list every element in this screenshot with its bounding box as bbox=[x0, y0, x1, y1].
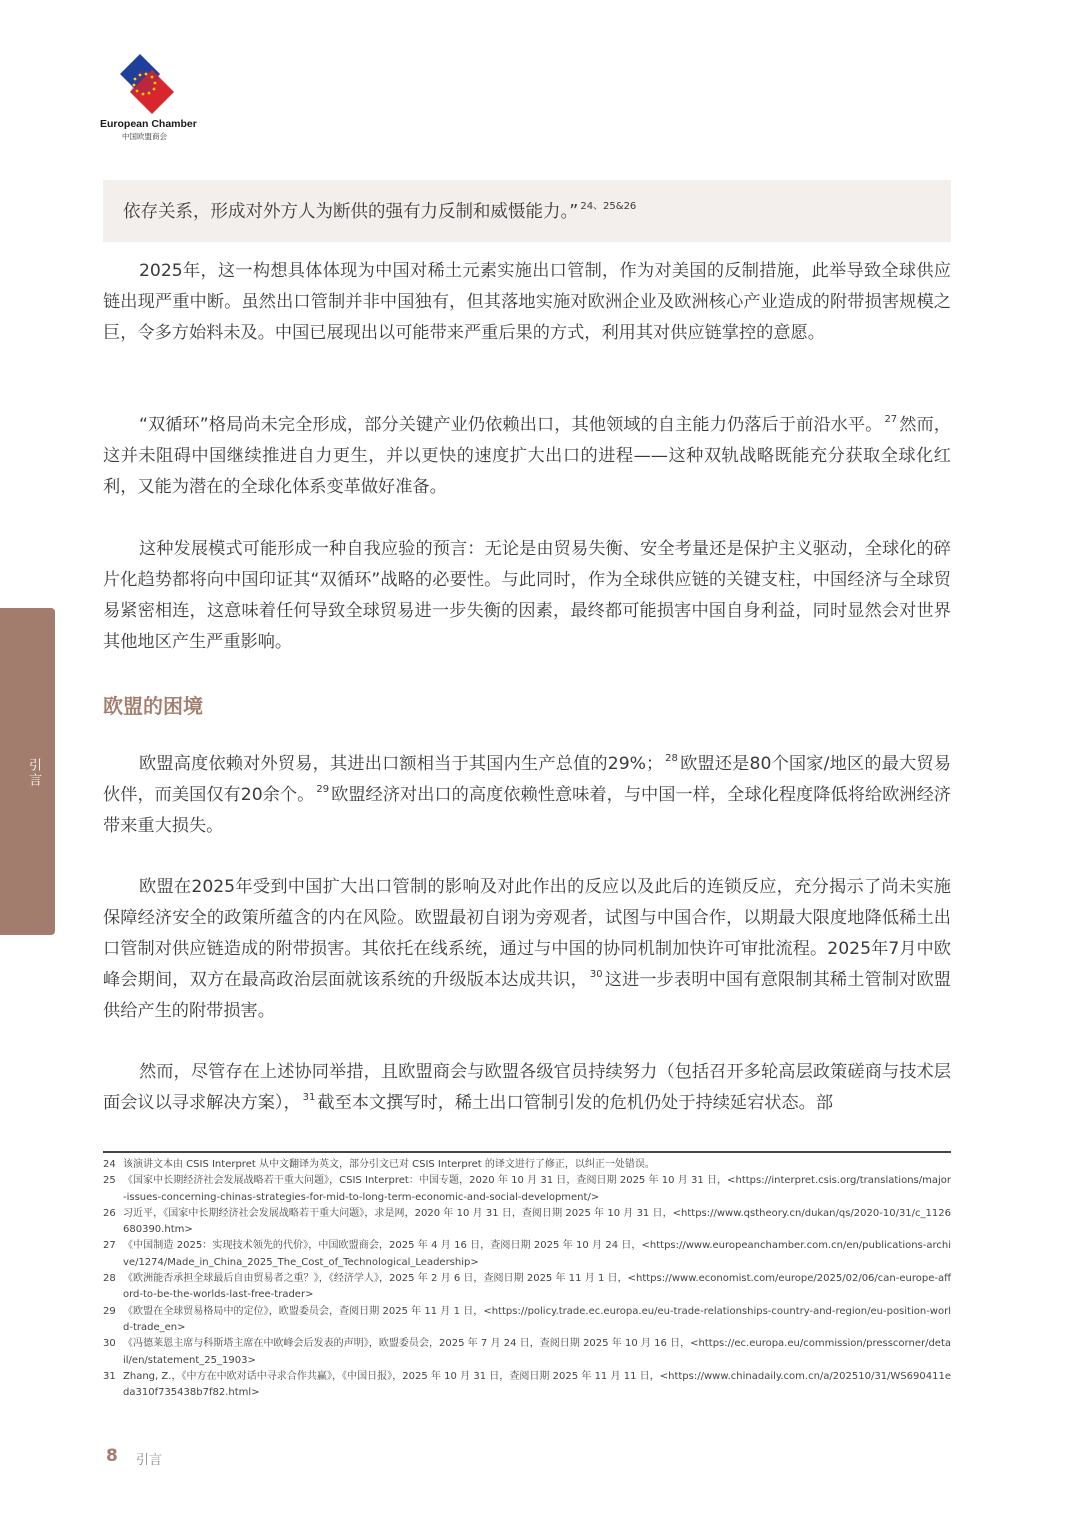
paragraph-4 bbox=[103, 749, 951, 842]
footnote-number: 30 bbox=[103, 1338, 116, 1350]
chamber-emblem-icon bbox=[114, 50, 178, 116]
european-chamber-logo bbox=[100, 50, 200, 142]
side-tab-label: 引言 bbox=[26, 758, 41, 788]
footnote-text: 《欧洲能否承担全球最后自由贸易者之重？》，《经济学人》，2025 年 2 月 6 日，查阅日期 2025 年 11 月 1 日，<https://www.economist.com/europe/2025/02/06/can-europe-afford-to-be-the-worlds-last-free-trader> bbox=[123, 1273, 951, 1301]
section-title: 欧盟的困境 bbox=[103, 694, 203, 718]
paragraph-5-text-b: 这进一步表明中国有意限制其稀土管制对欧盟供给产生的附带损害。 bbox=[103, 970, 951, 1021]
logo-name-zh: 中国欧盟商会 bbox=[122, 132, 167, 141]
footnote-number: 27 bbox=[103, 1240, 116, 1252]
footnote-ref-29: 29 bbox=[316, 784, 330, 795]
paragraph-2-text-a: “双循环”格局尚未完全形成，部分关键产业仍依赖出口，其他领域的自主能力仍落后于前沿水平。 bbox=[139, 415, 883, 435]
paragraph-5-text-a: 欧盟在2025年受到中国扩大出口管制的影响及对此作出的反应以及此后的连锁反应，充分揭示了尚未实施保障经济安全的政策所蕴含的内在风险。欧盟最初自诩为旁观者，试图与中国合作，以期最大限度地降低稀土出口管制对供应链造成的附带损害。其依托在线系统，通过与中国的协同机制加快许可审批流程。2025年7月中欧峰会期间，双方在最高政治层面就该系统的升级版本达成共识， bbox=[103, 877, 951, 990]
footnote-text: 《中国制造 2025：实现技术领先的代价》，中国欧盟商会，2025 年 4 月 16 日，查阅日期 2025 年 10 月 24 日，<https://www.europeanchamber.com.cn/en/publications-archive/1274/Made_in_China_2025_The_Cost_of_Technological_Leadership> bbox=[123, 1240, 951, 1268]
paragraph-4-text-b: 欧盟还是80个国家/地区的最大贸易伙伴，而美国仅有20余个。 bbox=[103, 754, 951, 805]
paragraph-5 bbox=[103, 872, 951, 1027]
footnote-text: 《欧盟在全球贸易格局中的定位》，欧盟委员会，查阅日期 2025 年 11 月 1 日，<https://policy.trade.ec.europa.eu/eu-trade-relationships-country-and-region/eu-position-world-trade_en> bbox=[123, 1305, 951, 1333]
footnote-ref-28: 28 bbox=[665, 753, 678, 764]
quote-box bbox=[103, 180, 951, 242]
paragraph-3: 这种发展模式可能形成一种自我应验的预言：无论是由贸易失衡、安全考量还是保护主义驱动，全球化的碎片化趋势都将向中国印证其“双循环”战略的必要性。与此同时，作为全球供应链的关键支柱，中国经济与全球贸易紧密相连，这意味着任何导致全球贸易进一步失衡的因素，最终都可能损害中国自身利益，同时显然会对世界其他地区产生严重影响。 bbox=[103, 539, 951, 652]
footnote-30 bbox=[103, 1336, 951, 1369]
footnote-text: 《国家中长期经济社会发展战略若干重大问题》，CSIS Interpret：中国专题，2020 年 10 月 31 日，查阅日期 2025 年 10 月 31 日，<https://interpret.csis.org/translations/major-issues-concerning-chinas-strategies-for-mid-to-long-term-economic-and-social-development/> bbox=[123, 1175, 951, 1203]
paragraph-4-text-c: 欧盟经济对出口的高度依赖性意味着，与中国一样，全球化程度降低将给欧洲经济带来重大损失。 bbox=[103, 785, 951, 836]
footnote-number: 26 bbox=[103, 1207, 116, 1219]
footnote-number: 28 bbox=[103, 1273, 116, 1285]
footnote-28 bbox=[103, 1271, 951, 1304]
footnote-ref-30: 30 bbox=[589, 969, 603, 980]
paragraph-4-text-a: 欧盟高度依赖对外贸易，其进出口额相当于其国内生产总值的29%； bbox=[139, 754, 664, 774]
page-number: 8 bbox=[106, 1446, 118, 1466]
footnote-26 bbox=[103, 1206, 951, 1239]
footnote-27 bbox=[103, 1238, 951, 1271]
footnote-ref-31: 31 bbox=[302, 1092, 316, 1103]
footnote-text: 习近平，《国家中长期经济社会发展战略若干重大问题》，求是网，2020 年 10 月 31 日，查阅日期 2025 年 10 月 31 日，<https://www.qstheory.cn/dukan/qs/2020-10/31/c_1126680390.htm> bbox=[123, 1207, 951, 1236]
paragraph-2 bbox=[103, 410, 951, 503]
footnote-text: Zhang, Z.，《中方在中欧对话中寻求合作共赢》，《中国日报》，2025 年 10 月 31 日，查阅日期 2025 年 11 月 11 日，<https://www.chinadaily.com.cn/a/202510/31/WS690411eda310f735438b7f82.html> bbox=[123, 1370, 951, 1399]
side-section-tab bbox=[0, 608, 55, 935]
footnote-text: 该演讲文本由 CSIS Interpret 从中文翻译为英文，部分引文已对 CSIS Interpret 的译文进行了修正，以纠正一处错误。 bbox=[123, 1159, 655, 1170]
paragraph-6-text-a: 然而，尽管存在上述协同举措，且欧盟商会与欧盟各级官员持续努力（包括召开多轮高层政策磋商与技术层面会议以寻求解决方案）， bbox=[103, 1062, 951, 1113]
footnote-25 bbox=[103, 1173, 951, 1206]
footnote-29 bbox=[103, 1304, 951, 1337]
footnote-number: 24 bbox=[103, 1159, 116, 1170]
paragraph-6 bbox=[103, 1057, 951, 1119]
quote-text: 依存关系，形成对外方人为断供的强有力反制和威慑能力。” bbox=[123, 202, 579, 222]
quote-refs: 24、25&26 bbox=[580, 201, 637, 212]
footnote-divider bbox=[103, 1151, 951, 1153]
page-section-label: 引言 bbox=[136, 1453, 163, 1468]
footnote-ref-27: 27 bbox=[884, 414, 898, 425]
footnote-number: 25 bbox=[103, 1175, 116, 1187]
paragraph-6-text-b: 截至本文撰写时，稀土出口管制引发的危机仍处于持续延宕状态。部 bbox=[317, 1093, 834, 1113]
paragraph-1: 2025年，这一构想具体体现为中国对稀土元素实施出口管制，作为对美国的反制措施，此举导致全球供应链出现严重中断。虽然出口管制并非中国独有，但其落地实施对欧洲企业及欧洲核心产业造成的附带损害规模之巨，令多方始料未及。中国已展现出以可能带来严重后果的方式，利用其对供应链掌控的意愿。 bbox=[103, 261, 951, 343]
footnote-number: 29 bbox=[103, 1305, 116, 1317]
footnote-31 bbox=[103, 1369, 951, 1402]
logo-name-en: European Chamber bbox=[100, 118, 197, 130]
footnote-number: 31 bbox=[103, 1370, 116, 1382]
footnotes bbox=[103, 1157, 951, 1401]
footnote-text: 《冯德莱恩主席与科斯塔主席在中欧峰会后发表的声明》，欧盟委员会，2025 年 7 月 24 日，查阅日期 2025 年 10 月 16 日，<https://ec.europa.eu/commission/presscorner/detail/en/statement_25_1903> bbox=[123, 1338, 951, 1366]
footnote-24 bbox=[103, 1157, 951, 1173]
paragraph-2-text-b: 然而，这并未阻碍中国继续推进自力更生，并以更快的速度扩大出口的进程——这种双轨战略既能充分获取全球化红利，又能为潜在的全球化体系变革做好准备。 bbox=[103, 415, 951, 497]
